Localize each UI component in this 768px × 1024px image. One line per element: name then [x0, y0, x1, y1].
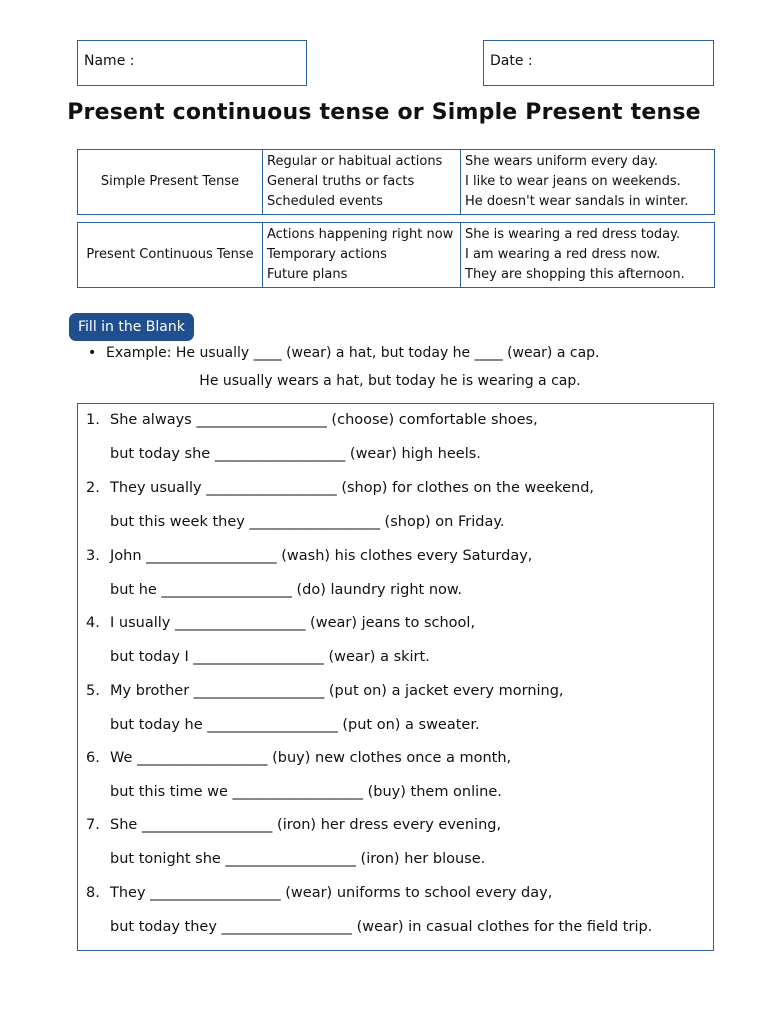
question-line-1[interactable]: I usually __________________ (wear) jeans to school, — [110, 615, 476, 631]
tense-uses — [263, 150, 461, 215]
example-item — [88, 345, 599, 361]
question-number: 3. — [86, 548, 100, 564]
question-number: 8. — [86, 885, 100, 901]
use-line: General truths or facts — [267, 174, 415, 189]
question-line-2[interactable]: but today they __________________ (wear) in casual clothes for the field trip. — [110, 919, 653, 935]
example-line: I like to wear jeans on weekends. — [465, 174, 681, 189]
use-line: Temporary actions — [267, 247, 387, 262]
page-title: Present continuous tense or Simple Present tense — [67, 100, 701, 125]
question-line-2[interactable]: but this time we __________________ (buy) them online. — [110, 784, 502, 800]
date-label: Date : — [490, 53, 533, 69]
question-number: 7. — [86, 817, 100, 833]
date-field[interactable] — [483, 40, 714, 86]
question-line-1[interactable]: She always __________________ (choose) comfortable shoes, — [110, 412, 538, 428]
question-line-2[interactable]: but he __________________ (do) laundry right now. — [110, 582, 463, 598]
use-line: Actions happening right now — [267, 227, 454, 242]
example-line: She wears uniform every day. — [465, 154, 659, 169]
question-line-2[interactable]: but today he __________________ (put on) a sweater. — [110, 717, 480, 733]
question-number: 2. — [86, 480, 100, 496]
example-text: Example: He usually ____ (wear) a hat, but today he ____ (wear) a cap. — [106, 345, 600, 361]
question-line-1[interactable]: John __________________ (wash) his clothes every Saturday, — [110, 548, 533, 564]
bullet-icon: • — [88, 345, 97, 361]
example-line: He doesn't wear sandals in winter. — [465, 194, 689, 209]
question-number: 6. — [86, 750, 100, 766]
tense-uses — [263, 223, 461, 288]
question-line-1[interactable]: She __________________ (iron) her dress every evening, — [110, 817, 502, 833]
example-line: She is wearing a red dress today. — [465, 227, 681, 242]
use-line: Future plans — [267, 267, 348, 282]
use-line: Scheduled events — [267, 194, 383, 209]
example-line: They are shopping this afternoon. — [465, 267, 685, 282]
name-field[interactable] — [77, 40, 307, 86]
tense-name: Simple Present Tense — [78, 150, 263, 215]
question-number: 5. — [86, 683, 100, 699]
question-line-2[interactable]: but today I __________________ (wear) a skirt. — [110, 649, 430, 665]
question-number: 1. — [86, 412, 100, 428]
question-line-1[interactable]: My brother __________________ (put on) a jacket every morning, — [110, 683, 564, 699]
question-line-2[interactable]: but tonight she __________________ (iron) her blouse. — [110, 851, 486, 867]
question-line-1[interactable]: They __________________ (wear) uniforms to school every day, — [110, 885, 553, 901]
question-line-2[interactable]: but this week they __________________ (shop) on Friday. — [110, 514, 505, 530]
tense-examples — [461, 223, 715, 288]
simple-present-table — [77, 149, 715, 215]
question-line-1[interactable]: They usually __________________ (shop) for clothes on the weekend, — [110, 480, 595, 496]
question-line-1[interactable]: We __________________ (buy) new clothes once a month, — [110, 750, 512, 766]
tense-name: Present Continuous Tense — [78, 223, 263, 288]
example-line: I am wearing a red dress now. — [465, 247, 661, 262]
question-line-2[interactable]: but today she __________________ (wear) high heels. — [110, 446, 481, 462]
question-number: 4. — [86, 615, 100, 631]
exercise-box — [77, 403, 714, 951]
fill-in-blank-badge: Fill in the Blank — [69, 313, 194, 341]
tense-examples — [461, 150, 715, 215]
use-line: Regular or habitual actions — [267, 154, 443, 169]
present-continuous-table — [77, 222, 715, 288]
example-answer: He usually wears a hat, but today he is wearing a cap. — [199, 373, 581, 389]
name-label: Name : — [84, 53, 135, 69]
